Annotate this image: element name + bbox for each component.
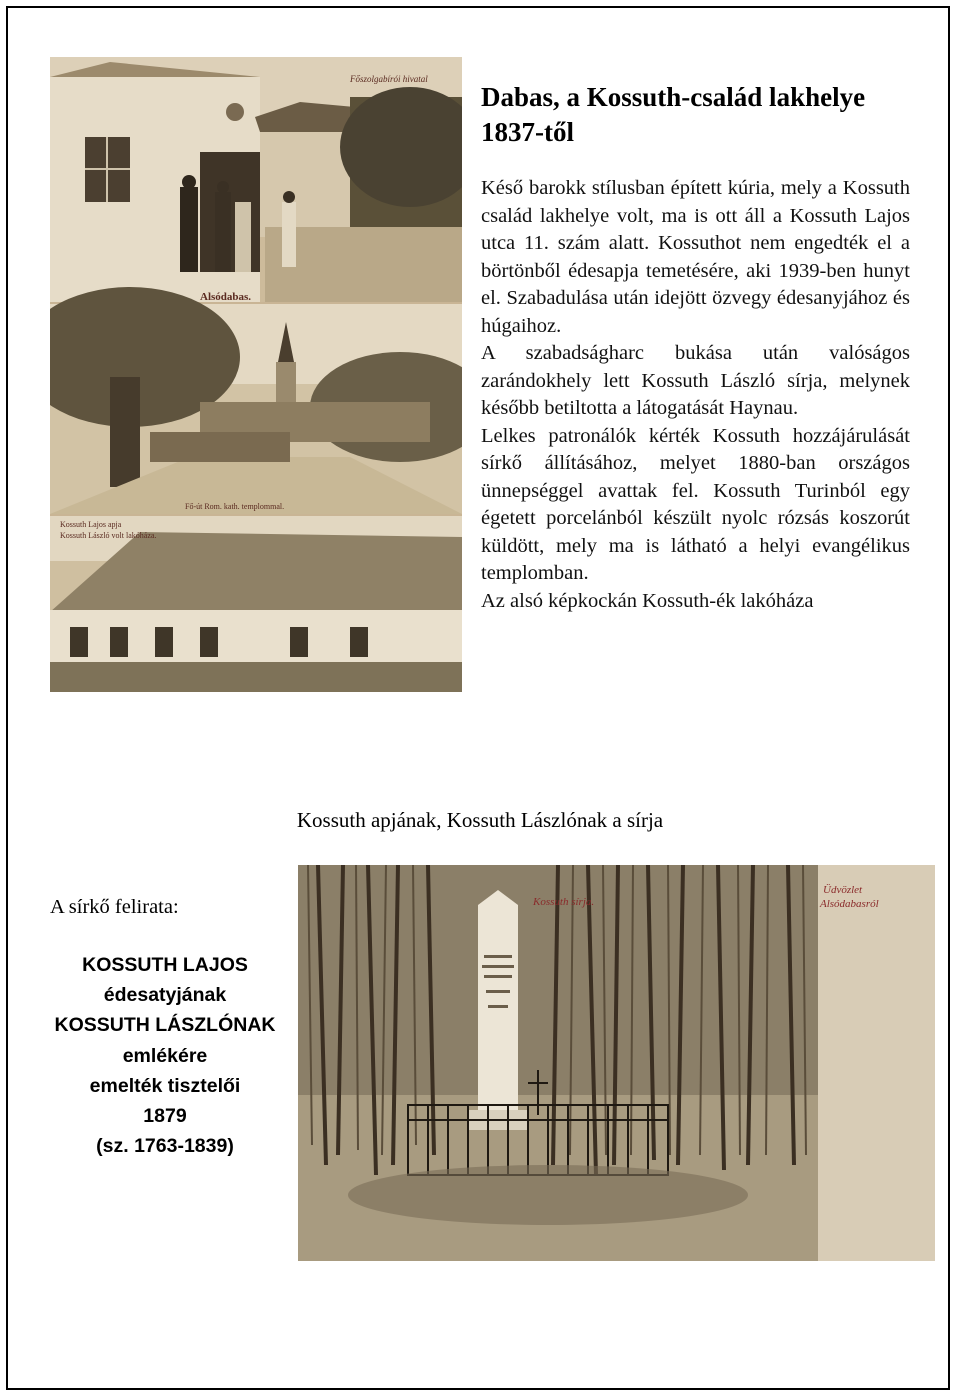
- inscription-line: 1879: [143, 1105, 187, 1128]
- inscription: [40, 950, 290, 1161]
- page-title: [481, 80, 921, 150]
- paragraph-3: Lelkes patronálók kérték Kossuth hozzájárulását sírkő állításához, melyet 1880-ban országos ünnepséggel avattak fel. Kossuth Turinból egy égetett porcelánból készült nyolc rózsás koszorút küldött, mely ma is látható a helyi evangélikus templomban.: [481, 424, 910, 584]
- postcard-label-top: Főszolgabírói hivatal: [350, 74, 428, 84]
- paragraph-4: Az alsó képkockán Kossuth-ék lakóháza: [481, 589, 814, 612]
- postcard-label-middle: Fő-út Rom. kath. templommal.: [185, 502, 285, 511]
- postcard-label-town: Alsódabas.: [200, 291, 252, 303]
- postcard-label-house-1: Kossuth Lajos apja: [60, 520, 122, 529]
- title-line-1: Dabas, a Kossuth-család lakhelye: [481, 82, 866, 112]
- inscription-line: emelték tisztelői: [89, 1074, 241, 1097]
- body-text: [481, 175, 910, 615]
- grave-label: Kossuth sírja.: [533, 896, 595, 908]
- inscription-line: KOSSUTH LAJOS: [82, 954, 248, 976]
- grave-caption: Kossuth apjának, Kossuth Lászlónak a sírja: [296, 808, 664, 832]
- inscription-line: KOSSUTH LÁSZLÓNAK: [54, 1014, 276, 1037]
- greeting-label-2: Alsódabasról: [820, 898, 879, 910]
- paragraph-1: Késő barokk stílusban épített kúria, mely a Kossuth család lakhelye volt, ma is ott áll a Kossuth Lajos utca 11. szám alatt. Kossuthot nem engedték el a börtönből édesapja temetésére, aki 1939-ben hunyt el. Szabadulása után idejött özvegy édesanyjához és húgaihoz.: [481, 177, 910, 337]
- inscription-line: emlékére: [122, 1044, 208, 1067]
- greeting-label-1: Üdvözlet: [823, 884, 863, 896]
- postcard-grave-image: [298, 865, 935, 1261]
- postcard-alsodabas-image: [50, 57, 462, 692]
- inscription-line: édesatyjának: [103, 984, 227, 1007]
- paragraph-2: A szabadságharc bukása után valóságos zarándokhely lett Kossuth László sírja, melynek később betiltotta a látogatását Haynau.: [481, 342, 910, 419]
- postcard-alsodabas: [50, 57, 462, 692]
- title-line-2: 1837-től: [481, 117, 574, 147]
- inscription-line: (sz. 1763-1839): [96, 1135, 234, 1158]
- postcard-label-house-2: Kossuth László volt lakóháza.: [60, 531, 157, 540]
- inscription-label: A sírkő felirata:: [50, 896, 179, 918]
- postcard-grave: [298, 865, 935, 1261]
